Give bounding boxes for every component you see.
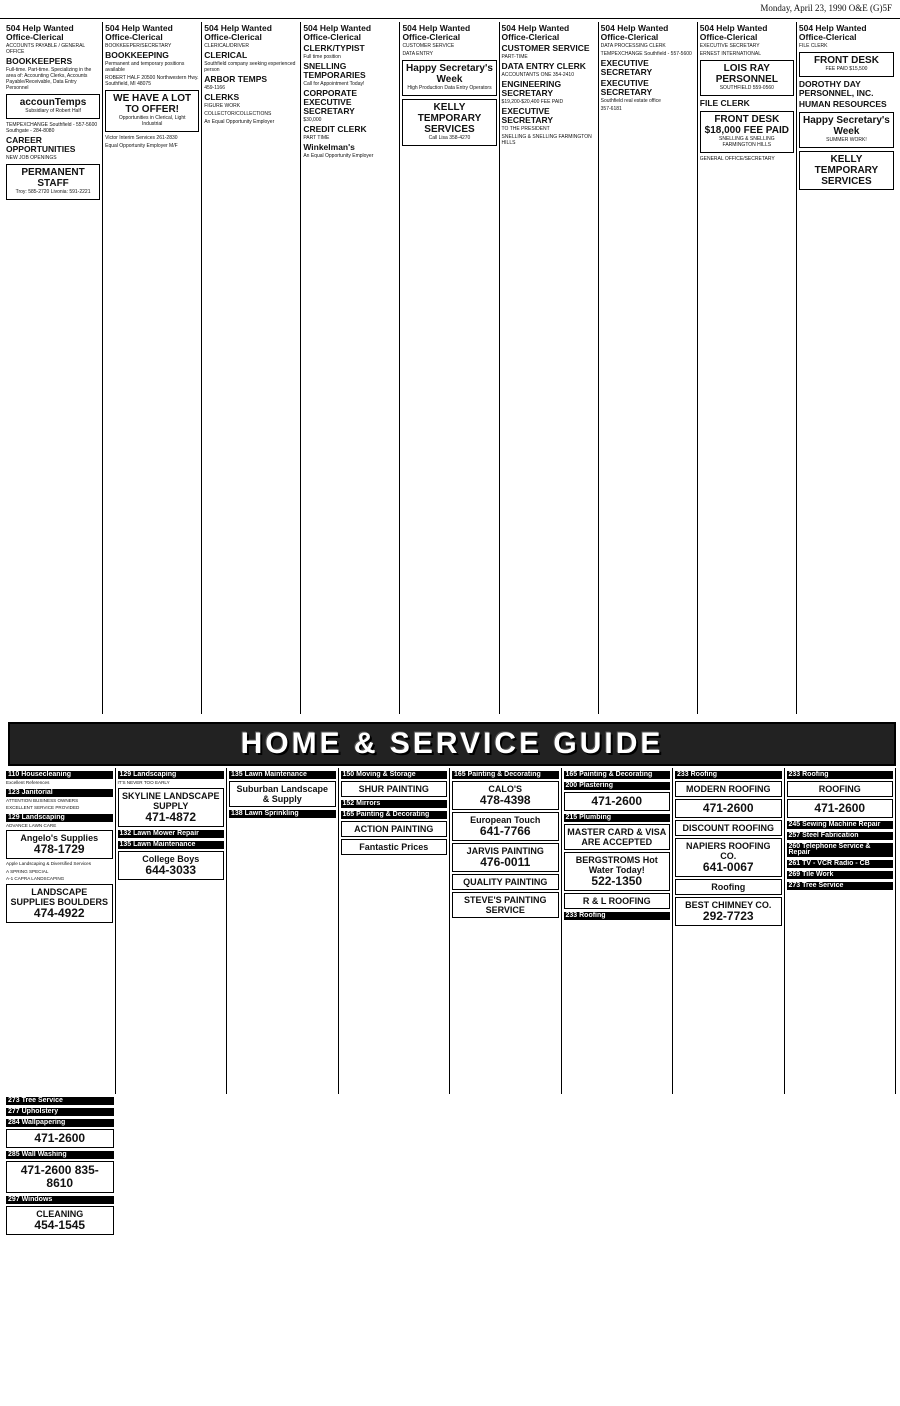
ad-box-title: KELLY TEMPORARY SERVICES — [417, 102, 482, 135]
service-category: 261 TV - VCR Radio - CB — [787, 860, 894, 868]
service-ad-text: EXCELLENT SERVICE PROVIDED — [6, 805, 80, 810]
service-ad-box — [675, 838, 782, 877]
ad-text: Subsidiary of Robert Half — [25, 108, 81, 114]
phone-number: 522-1350 — [591, 874, 643, 888]
service-category: 215 Plumbing — [564, 814, 671, 822]
business-name: ACTION PAINTING — [354, 824, 434, 834]
ad-box — [6, 94, 100, 119]
phone-number: 478-1729 — [33, 842, 85, 856]
ad-text: COLLECTOR/COLLECTIONS — [204, 111, 272, 117]
service-category: 110 Housecleaning — [6, 771, 113, 779]
service-ad-box — [6, 884, 113, 923]
phone-number: 641-0067 — [702, 860, 754, 874]
ad-text: 459-1166 — [204, 85, 225, 91]
service-column — [562, 768, 674, 1094]
service-category: 269 Tile Work — [787, 871, 894, 879]
ad-text: 357-6181 — [600, 106, 622, 112]
phone-number: 471-2600 — [591, 794, 643, 808]
ad-heading: 504 Help Wanted Office-Clerical — [699, 23, 768, 42]
ad-text: An Equal Opportunity Employer — [204, 119, 275, 125]
service-ad-text: Apple Landscaping & Diversified Services — [6, 861, 92, 866]
ad-text: NEW JOB OPENINGS — [6, 155, 57, 161]
phone-number: 478-4398 — [479, 793, 531, 807]
service-ad-box — [229, 781, 336, 807]
ad-text: Permanent and temporary positions available — [105, 61, 185, 73]
business-name: BEST CHIMNEY CO. — [685, 900, 772, 910]
ad-text: SNELLING & SNELLING FARMINGTON HILLS — [501, 134, 592, 146]
service-category: 150 Moving & Storage — [341, 771, 448, 779]
service-category: 135 Lawn Maintenance — [229, 771, 336, 779]
phone-number: 471-2600 — [814, 801, 866, 815]
service-ad-box — [118, 788, 225, 827]
service-category: 129 Landscaping — [6, 814, 113, 822]
service-category: 285 Wall Washing — [6, 1151, 114, 1159]
service-category: 273 Tree Service — [6, 1097, 114, 1105]
business-name: ROOFING — [818, 784, 861, 794]
service-ad-text: A-1 CAPRA LANDSCAPING — [6, 876, 65, 881]
service-column — [227, 768, 339, 1094]
service-ad-box — [6, 830, 113, 859]
ad-heading: EXECUTIVE SECRETARY — [600, 78, 653, 97]
ad-box-title: Happy Secretary's Week — [406, 63, 493, 85]
service-ad-box — [341, 781, 448, 797]
service-ad-box — [564, 824, 671, 850]
ad-heading: 504 Help Wanted Office-Clerical — [402, 23, 471, 42]
ad-text: GENERAL OFFICE/SECRETARY — [699, 156, 775, 162]
service-ad-box — [675, 897, 782, 926]
ad-heading: SNELLING TEMPORARIES — [303, 61, 366, 80]
business-name: Suburban Landscape & Supply — [236, 784, 329, 804]
service-category: 260 Telephone Service & Repair — [787, 843, 894, 857]
ad-text: An Equal Opportunity Employer — [303, 153, 374, 159]
business-name: STEVE'S PAINTING SERVICE — [464, 895, 547, 915]
business-name: MODERN ROOFING — [686, 784, 771, 794]
ad-box — [700, 111, 794, 153]
phone-number: 644-3033 — [145, 862, 197, 877]
classified-column — [400, 22, 499, 714]
service-category: 132 Lawn Mower Repair — [118, 830, 225, 838]
ad-box-title: FRONT DESK $18,000 FEE PAID — [704, 114, 789, 136]
classified-column — [202, 22, 301, 714]
phone-number: 641-7766 — [479, 824, 531, 838]
ad-text: PART TIME — [303, 135, 330, 141]
ad-text: DATA PROCESSING CLERK — [600, 43, 666, 49]
business-name: SKYLINE LANDSCAPE SUPPLY — [121, 790, 220, 811]
section-banner — [8, 722, 896, 766]
page-header — [0, 0, 900, 19]
service-category: 165 Painting & Decorating — [341, 811, 448, 819]
classified-column — [4, 22, 103, 714]
service-column — [4, 1094, 116, 1403]
ad-box — [105, 90, 199, 132]
ad-heading: 504 Help Wanted Office-Clerical — [798, 23, 867, 42]
ad-heading: Winkelman's — [303, 142, 355, 152]
ad-text: Opportunities in Clerical, Light Industrial — [118, 115, 186, 127]
ad-heading: ARBOR TEMPS — [204, 74, 268, 84]
ad-heading: CUSTOMER SERVICE — [501, 43, 590, 53]
service-ad-box — [787, 799, 894, 818]
service-ad-box — [675, 879, 782, 895]
classified-column — [500, 22, 599, 714]
ad-heading: BOOKKEEPING — [105, 50, 169, 60]
business-name: NAPIERS ROOFING CO. — [685, 841, 771, 861]
classified-column — [698, 22, 797, 714]
ad-text: Troy: 585-2720 Livonia: 591-2221 — [15, 189, 91, 195]
business-name: BERGSTROMS Hot Water Today! — [575, 855, 658, 875]
ad-box-title: PERMANENT STAFF — [21, 167, 85, 189]
service-ad-box — [564, 852, 671, 891]
ad-text: PART-TIME — [501, 54, 528, 60]
service-column — [4, 768, 116, 1094]
business-name: Roofing — [711, 882, 746, 892]
classified-columns — [4, 22, 896, 714]
service-ad-text: ATTENTION BUSINESS OWNERS — [6, 797, 79, 803]
business-name: R & L ROOFING — [582, 896, 651, 906]
ad-text: ROBERT HALF 20500 Northwestern Hwy. Southfield, MI 48075 — [105, 75, 199, 87]
phone-number: 471-2600 — [702, 801, 754, 815]
ad-text: FEE PAID $15,500 — [825, 66, 868, 72]
ad-text: Victor Interim Services 261-2830 — [105, 135, 178, 141]
service-column — [673, 768, 785, 1094]
classified-column — [599, 22, 698, 714]
service-category: 165 Painting & Decorating — [452, 771, 559, 779]
ad-text: Full time position — [303, 54, 341, 60]
ad-text: SNELLING & SNELLING FARMINGTON HILLS — [719, 136, 775, 148]
ad-text: High Production Data Entry Operators — [407, 85, 492, 91]
ad-heading: 504 Help Wanted Office-Clerical — [6, 23, 74, 42]
service-category: 257 Steel Fabrication — [787, 832, 894, 840]
ad-heading: 504 Help Wanted Office-Clerical — [501, 23, 570, 42]
service-ad-text: IT'S NEVER TOO EARLY — [117, 780, 170, 785]
ad-heading: 504 Help Wanted Office-Clerical — [204, 23, 272, 42]
business-name: Fantastic Prices — [359, 842, 429, 852]
business-name: QUALITY PAINTING — [463, 877, 548, 887]
ad-heading: CLERK/TYPIST — [303, 43, 365, 53]
ad-text: CLERICAL/DRIVER — [204, 43, 249, 49]
business-name: DISCOUNT ROOFING — [682, 823, 774, 833]
service-ad-box — [6, 1161, 114, 1193]
service-column — [339, 768, 451, 1094]
ad-heading: ENGINEERING SECRETARY — [501, 79, 562, 98]
service-ad-text: Excellent References — [6, 780, 50, 785]
service-ad-box — [675, 820, 782, 836]
ad-heading: CLERKS — [204, 92, 240, 102]
phone-number: 476-0011 — [480, 855, 531, 869]
service-category: 245 Sewing Machine Repair — [787, 821, 894, 829]
business-name: JARVIS PAINTING — [466, 846, 544, 856]
ad-text: $30,000 — [303, 117, 322, 123]
service-ad-box — [341, 821, 448, 837]
ad-heading: 504 Help Wanted Office-Clerical — [303, 23, 372, 42]
ad-box-title: accounTemps — [19, 97, 87, 108]
ad-heading: 504 Help Wanted Office-Clerical — [600, 23, 669, 42]
ad-box — [402, 99, 496, 146]
service-ad-box — [341, 839, 448, 855]
service-ad-box — [564, 893, 671, 909]
banner-title: HOME & SERVICE GUIDE — [240, 727, 664, 760]
classified-column — [103, 22, 202, 714]
classified-column — [301, 22, 400, 714]
service-category: 123 Janitorial — [6, 789, 113, 797]
service-ad-box — [787, 781, 894, 797]
ad-box — [700, 60, 794, 96]
phone-number: 471-2600 — [34, 1130, 86, 1145]
service-ad-box — [6, 1206, 114, 1235]
service-ad-text: ADVANCE LAWN CARE — [6, 822, 57, 828]
ad-heading: BOOKKEEPERS — [6, 56, 73, 66]
ad-text: $19,200-$20,400 FEE PAID — [501, 99, 564, 105]
phone-number: 471-4872 — [145, 809, 197, 824]
ad-text: Equal Opportunity Employer M/F — [105, 143, 178, 149]
business-name: LANDSCAPE SUPPLIES BOULDERS — [10, 886, 108, 907]
service-category: 297 Windows — [6, 1196, 114, 1204]
ad-box-title: KELLY TEMPORARY SERVICES — [814, 154, 879, 187]
ad-box — [799, 151, 894, 190]
service-ad-box — [6, 1129, 114, 1148]
service-ad-box — [118, 851, 225, 880]
ad-text: SOUTHFIELD 559-0560 — [719, 85, 774, 91]
ad-box-title: Happy Secretary's Week — [803, 115, 890, 137]
ad-box — [799, 112, 894, 148]
ad-text: FIGURE WORK — [204, 103, 241, 109]
ad-text: CUSTOMER SERVICE — [402, 43, 455, 49]
service-ad-box — [452, 781, 559, 810]
phone-number: 474-4922 — [33, 905, 85, 920]
service-category: 165 Painting & Decorating — [564, 771, 671, 779]
classified-column — [797, 22, 896, 714]
service-category: 200 Plastering — [564, 782, 671, 790]
service-ad-box — [452, 874, 559, 890]
phone-number: 471-2600 835-8610 — [20, 1162, 99, 1190]
ad-text: DATA ENTRY — [402, 51, 433, 57]
ad-box-title: WE HAVE A LOT TO OFFER! — [113, 93, 192, 115]
service-ad-box — [452, 843, 559, 872]
ad-heading: HUMAN RESOURCES — [798, 99, 887, 109]
ad-heading: DATA ENTRY CLERK — [501, 61, 586, 71]
ad-text: ERNEST INTERNATIONAL — [699, 51, 761, 57]
ad-heading: CORPORATE EXECUTIVE SECRETARY — [303, 88, 358, 116]
service-category: 135 Lawn Maintenance — [118, 841, 225, 849]
ad-heading: CREDIT CLERK — [303, 124, 367, 134]
ad-heading: FILE CLERK — [699, 98, 750, 108]
ad-heading: EXECUTIVE SECRETARY — [501, 106, 554, 125]
phone-number: 454-1545 — [34, 1217, 86, 1232]
business-name: CALO'S — [488, 784, 523, 794]
phone-number: 292-7723 — [702, 909, 754, 923]
business-name: MASTER CARD & VISA ARE ACCEPTED — [567, 827, 667, 847]
ad-text: Southfield real estate office — [600, 98, 661, 104]
ad-heading: EXECUTIVE SECRETARY — [600, 58, 653, 77]
ad-text: TO THE PRESIDENT — [501, 126, 550, 132]
ad-box — [6, 164, 100, 200]
ad-text: Full-time. Part-time. Specializing in the area of: Accounting Clerks, Accounts Payable/Receivable, Data Entry Personnel — [6, 67, 92, 91]
ad-text: TEMPEXCHANGE Southfield - 557-5600 Southgate - 284-8080 — [6, 122, 98, 134]
ad-heading: 504 Help Wanted Office-Clerical — [105, 23, 173, 42]
service-category: 284 Wallpapering — [6, 1119, 114, 1127]
ad-box — [799, 52, 894, 77]
service-ad-text: A SPRING SPECIAL — [6, 868, 49, 874]
service-category: 129 Landscaping — [118, 771, 225, 779]
ad-text: Southfield company seeking experienced person — [204, 61, 296, 73]
ad-heading: CLERICAL — [204, 50, 248, 60]
service-category: 277 Upholstery — [6, 1108, 114, 1116]
ad-heading: CAREER OPPORTUNITIES — [6, 135, 76, 154]
service-ad-box — [675, 781, 782, 797]
service-category: 152 Mirrors — [341, 800, 448, 808]
service-category: 138 Lawn Sprinkling — [229, 810, 336, 818]
business-name: College Boys — [142, 853, 200, 864]
service-category: 233 Roofing — [675, 771, 782, 779]
ad-box-title: FRONT DESK — [813, 55, 879, 66]
service-column — [785, 768, 897, 1094]
service-column — [116, 768, 228, 1094]
service-category: 233 Roofing — [564, 912, 671, 920]
service-ad-box — [564, 792, 671, 811]
page-info: Monday, April 23, 1990 O&E (G)5F — [760, 3, 892, 13]
business-name: Angelo's Supplies — [20, 833, 99, 843]
business-name: CLEANING — [36, 1208, 84, 1219]
service-guide-columns — [4, 768, 896, 1402]
ad-text: ACCOUNTS PAYABLE / GENERAL OFFICE — [6, 43, 86, 55]
service-column — [450, 768, 562, 1094]
ad-text: ACCOUNTANTS ONE 354-2410 — [501, 72, 574, 78]
ad-text: EXECUTIVE SECRETARY — [699, 43, 760, 49]
ad-text: Call for Appointment Today! — [303, 81, 365, 87]
service-ad-box — [452, 892, 559, 918]
service-category: 273 Tree Service — [787, 882, 894, 890]
business-name: SHUR PAINTING — [358, 784, 429, 794]
ad-text: SUMMER WORK! — [826, 137, 867, 143]
ad-box — [402, 60, 496, 96]
ad-text: TEMPEXCHANGE Southfield - 557-5600 — [600, 51, 692, 57]
ad-text: FILE CLERK — [798, 43, 828, 49]
service-category: 233 Roofing — [787, 771, 894, 779]
business-name: European Touch — [470, 815, 541, 825]
ad-box-title: LOIS RAY PERSONNEL — [715, 63, 778, 85]
ad-heading: DOROTHY DAY PERSONNEL, INC. — [798, 79, 874, 98]
ad-text: Call Lisa 358-4270 — [428, 135, 471, 141]
service-ad-box — [675, 799, 782, 818]
service-ad-box — [452, 812, 559, 841]
ad-text: BOOKKEEPER/SECRETARY — [105, 43, 172, 49]
